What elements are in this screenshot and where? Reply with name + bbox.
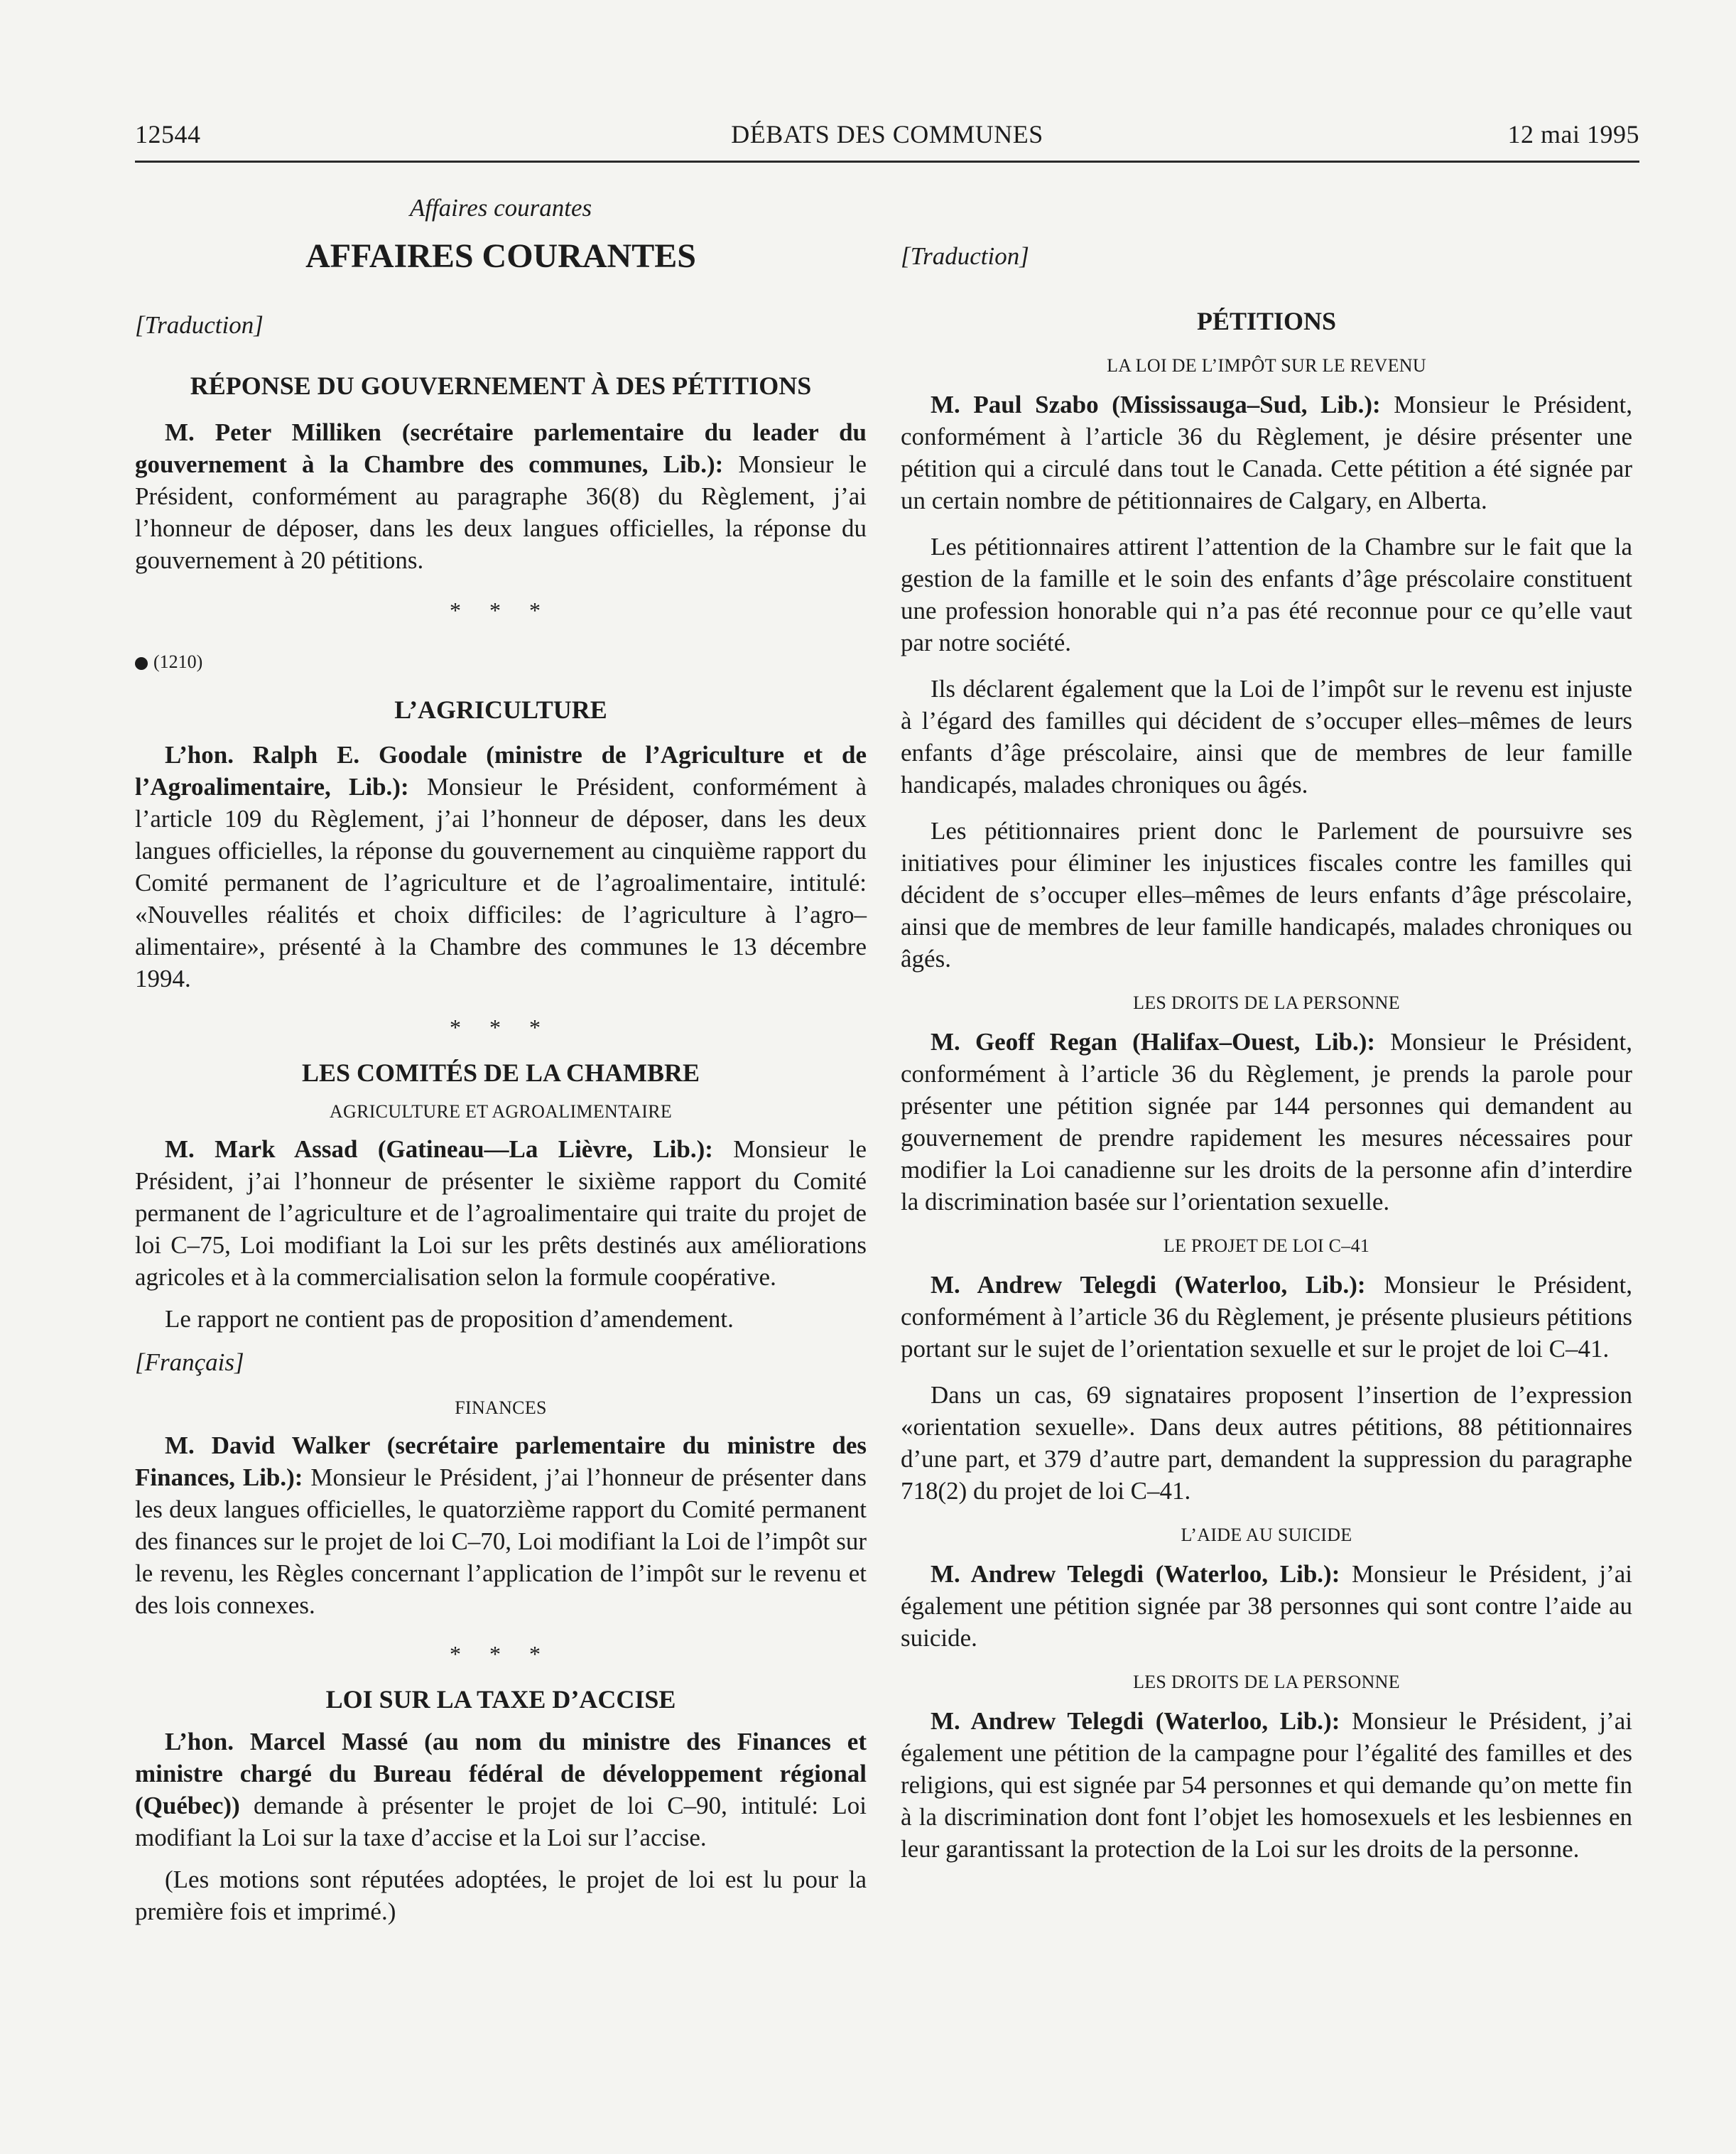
text-regan: Monsieur le Président, conformément à l’article 36 du Règlement, je prends la parole pour présenter une pétition signée par 144 personnes qui demandent au gouvernement de prendre rapidement les mesures nécessaires pour modifier la Loi canadienne sur les droits de la personne afin d’interdire la discrimination basée sur l’orientation sexuelle. — [901, 1028, 1632, 1216]
text-telegdi-2: Monsieur le Président, j’ai également une pétition signée par 38 personnes qui sont contre l’aide au suicide. — [901, 1560, 1632, 1652]
text-masse: demande à présenter le projet de loi C–90, intitulé: Loi modifiant la Loi sur la taxe d’accise et la Loi sur l’accise. — [135, 1792, 867, 1851]
speaker-goodale: L’hon. Ralph E. Goodale (ministre de l’Agriculture et de l’Agroalimentaire, Lib.): — [135, 741, 867, 801]
heading-taxe-accise: LOI SUR LA TAXE D’ACCISE — [325, 1685, 676, 1714]
paragraph-motions: (Les motions sont réputées adoptées, le projet de loi est lu pour la première fois et imprimé.) — [135, 1866, 867, 1925]
speaker-milliken: M. Peter Milliken (secrétaire parlementaire du leader du gouvernement à la Chambre des communes, Lib.): — [135, 418, 867, 478]
paragraph-szabo — [901, 389, 1632, 516]
paragraph-petitionnaires-1: Les pétitionnaires attirent l’attention de la Chambre sur le fait que la gestion de la famille et le soin des enfants d’âge préscolaire constituent une profession honorable qui n’a pas été reconnue pour ce qu’elle vaut par notre société. — [901, 533, 1632, 656]
subheading-droits-personne: LES DROITS DE LA PERSONNE — [1133, 1672, 1400, 1692]
traduction-label: [Traduction] — [135, 311, 264, 339]
paragraph-telegdi-3 — [901, 1705, 1632, 1865]
paragraph-goodale — [135, 739, 867, 995]
paragraph-telegdi-2 — [901, 1558, 1632, 1654]
text-milliken: Monsieur le Président, conformément au paragraphe 36(8) du Règlement, j’ai l’honneur de déposer, dans les deux langues officielles, la réponse du gouvernement à 20 pétitions. — [135, 450, 867, 574]
paragraph-assad — [135, 1133, 867, 1293]
subheading-agriculture-agroalimentaire: AGRICULTURE ET AGROALIMENTAIRE — [329, 1101, 673, 1122]
paragraph-rapport: Le rapport ne contient pas de proposition d’amendement. — [165, 1305, 734, 1333]
speaker-szabo: M. Paul Szabo (Mississauga–Sud, Lib.): — [931, 391, 1381, 418]
paragraph-petitionnaires-2: Ils déclarent également que la Loi de l’impôt sur le revenu est injuste à l’égard des familles qui décident de s’occuper elles–mêmes de leurs enfants d’âge préscolaire, ainsi que de membres de leur famille handicapés, malades chroniques ou âgés. — [901, 675, 1632, 799]
subheading-loi-impot: LA LOI DE L’IMPÔT SUR LE REVENU — [1107, 355, 1426, 376]
publication-date: 12 mai 1995 — [1507, 120, 1639, 148]
page-number: 12544 — [135, 120, 201, 148]
header-rule — [135, 161, 1639, 163]
running-head — [135, 119, 1639, 159]
paragraph-masse — [135, 1726, 867, 1853]
speaker-telegdi: M. Andrew Telegdi (Waterloo, Lib.): — [931, 1707, 1340, 1735]
right-column — [901, 186, 1632, 1865]
paragraph-milliken — [135, 416, 867, 576]
timestamp-text: (1210) — [153, 651, 203, 672]
text-telegdi-3: Monsieur le Président, j’ai également une pétition de la campagne pour l’égalité des familles et des religions, qui est signée par 54 personnes et qui demande qu’on mette fin à la discrimination dont font l’objet les homosexuels et les lesbiennes en leur garantissant la protection de la Loi sur les droits de la personne. — [901, 1707, 1632, 1863]
section-separator: * * * — [450, 597, 552, 623]
paragraph-telegdi-1 — [901, 1269, 1632, 1365]
speaker-masse: L’hon. Marcel Massé (au nom du ministre des Finances et ministre chargé du Bureau fédéral de développement régional (Québec)) — [135, 1728, 867, 1819]
speaker-telegdi: M. Andrew Telegdi (Waterloo, Lib.): — [931, 1560, 1340, 1588]
paragraph-signataires: Dans un cas, 69 signataires proposent l’insertion de l’expression «orientation sexuelle». Dans deux autres pétitions, 88 pétitionnaires d’une part, et 379 d’autre part, demandent la suppression du paragraphe 718(2) du projet de loi C–41. — [901, 1381, 1632, 1505]
left-column — [135, 186, 867, 1927]
section-separator: * * * — [450, 1641, 552, 1667]
text-szabo: Monsieur le Président, conformément à l’article 36 du Règlement, je désire présenter une pétition qui a circulé dans tout le Canada. Cette pétition a été signée par un certain nombre de pétitionnaires de Calgary, en Alberta. — [901, 391, 1632, 514]
francais-label: [Français] — [135, 1348, 244, 1376]
speaker-walker: M. David Walker (secrétaire parlementaire du ministre des Finances, Lib.): — [135, 1432, 867, 1491]
subheading-aide-suicide: L’AIDE AU SUICIDE — [1181, 1525, 1352, 1545]
speaker-assad: M. Mark Assad (Gatineau—La Lièvre, Lib.): — [165, 1135, 713, 1163]
bullet-icon — [135, 657, 148, 670]
subheading-droits-personne: LES DROITS DE LA PERSONNE — [1133, 992, 1400, 1013]
paragraph-petitionnaires-3: Les pétitionnaires prient donc le Parlement de poursuivre ses initiatives pour éliminer les injustices fiscales contre les familles qui décident de s’occuper elles–mêmes de leurs enfants d’âge préscolaire, ainsi que de membres de leur famille handicapés, malades chroniques ou âgés. — [901, 817, 1632, 973]
speaker-telegdi: M. Andrew Telegdi (Waterloo, Lib.): — [931, 1271, 1366, 1299]
heading-petitions: PÉTITIONS — [1196, 307, 1337, 335]
section-separator: * * * — [450, 1014, 552, 1040]
text-goodale: Monsieur le Président, conformément à l’article 109 du Règlement, j’ai l’honneur de déposer, dans les deux langues officielles, la réponse du gouvernement au cinquième rapport du Comité permanent de l’agriculture et de l’agroalimentaire, intitulé: «Nouvelles réalités et choix difficiles: de l’agriculture à l’agro–alimentaire», présenté à la Chambre des communes le 13 décembre 1994. — [135, 773, 867, 992]
heading-reponse-petitions: RÉPONSE DU GOUVERNEMENT À DES PÉTITIONS — [190, 372, 812, 400]
heading-agriculture: L’AGRICULTURE — [394, 696, 607, 724]
subheading-finances: FINANCES — [455, 1397, 547, 1418]
speaker-regan: M. Geoff Regan (Halifax–Ouest, Lib.): — [931, 1028, 1376, 1056]
timestamp — [135, 649, 867, 675]
text-telegdi-1: Monsieur le Président, conformément à l’article 36 du Règlement, je présente plusieurs pétitions portant sur le sujet de l’orientation sexuelle et sur le projet de loi C–41. — [901, 1271, 1632, 1363]
major-title: AFFAIRES COURANTES — [305, 237, 696, 275]
section-running-title: Affaires courantes — [409, 194, 592, 222]
text-assad: Monsieur le Président, j’ai l’honneur de présenter le sixième rapport du Comité permanent de l’agriculture et de l’agroalimentaire qui traite du projet de loi C–75, Loi modifiant la Loi sur les prêts destinés aux améliorations agricoles et à la commercialisation selon la formule coopérative. — [135, 1135, 867, 1291]
text-walker: Monsieur le Président, j’ai l’honneur de présenter dans les deux langues officielles, le quatorzième rapport du Comité permanent des finances sur le projet de loi C–70, Loi modifiant la Loi de l’impôt sur le revenu, les Règles concernant l’application de l’impôt sur le revenu et des lois connexes. — [135, 1463, 867, 1619]
heading-comites: LES COMITÉS DE LA CHAMBRE — [301, 1059, 700, 1087]
paragraph-regan — [901, 1026, 1632, 1218]
publication-title: DÉBATS DES COMMUNES — [731, 120, 1043, 148]
paragraph-walker — [135, 1429, 867, 1621]
traduction-label: [Traduction] — [901, 242, 1029, 270]
subheading-projet-loi-c41: LE PROJET DE LOI C–41 — [1163, 1235, 1370, 1256]
